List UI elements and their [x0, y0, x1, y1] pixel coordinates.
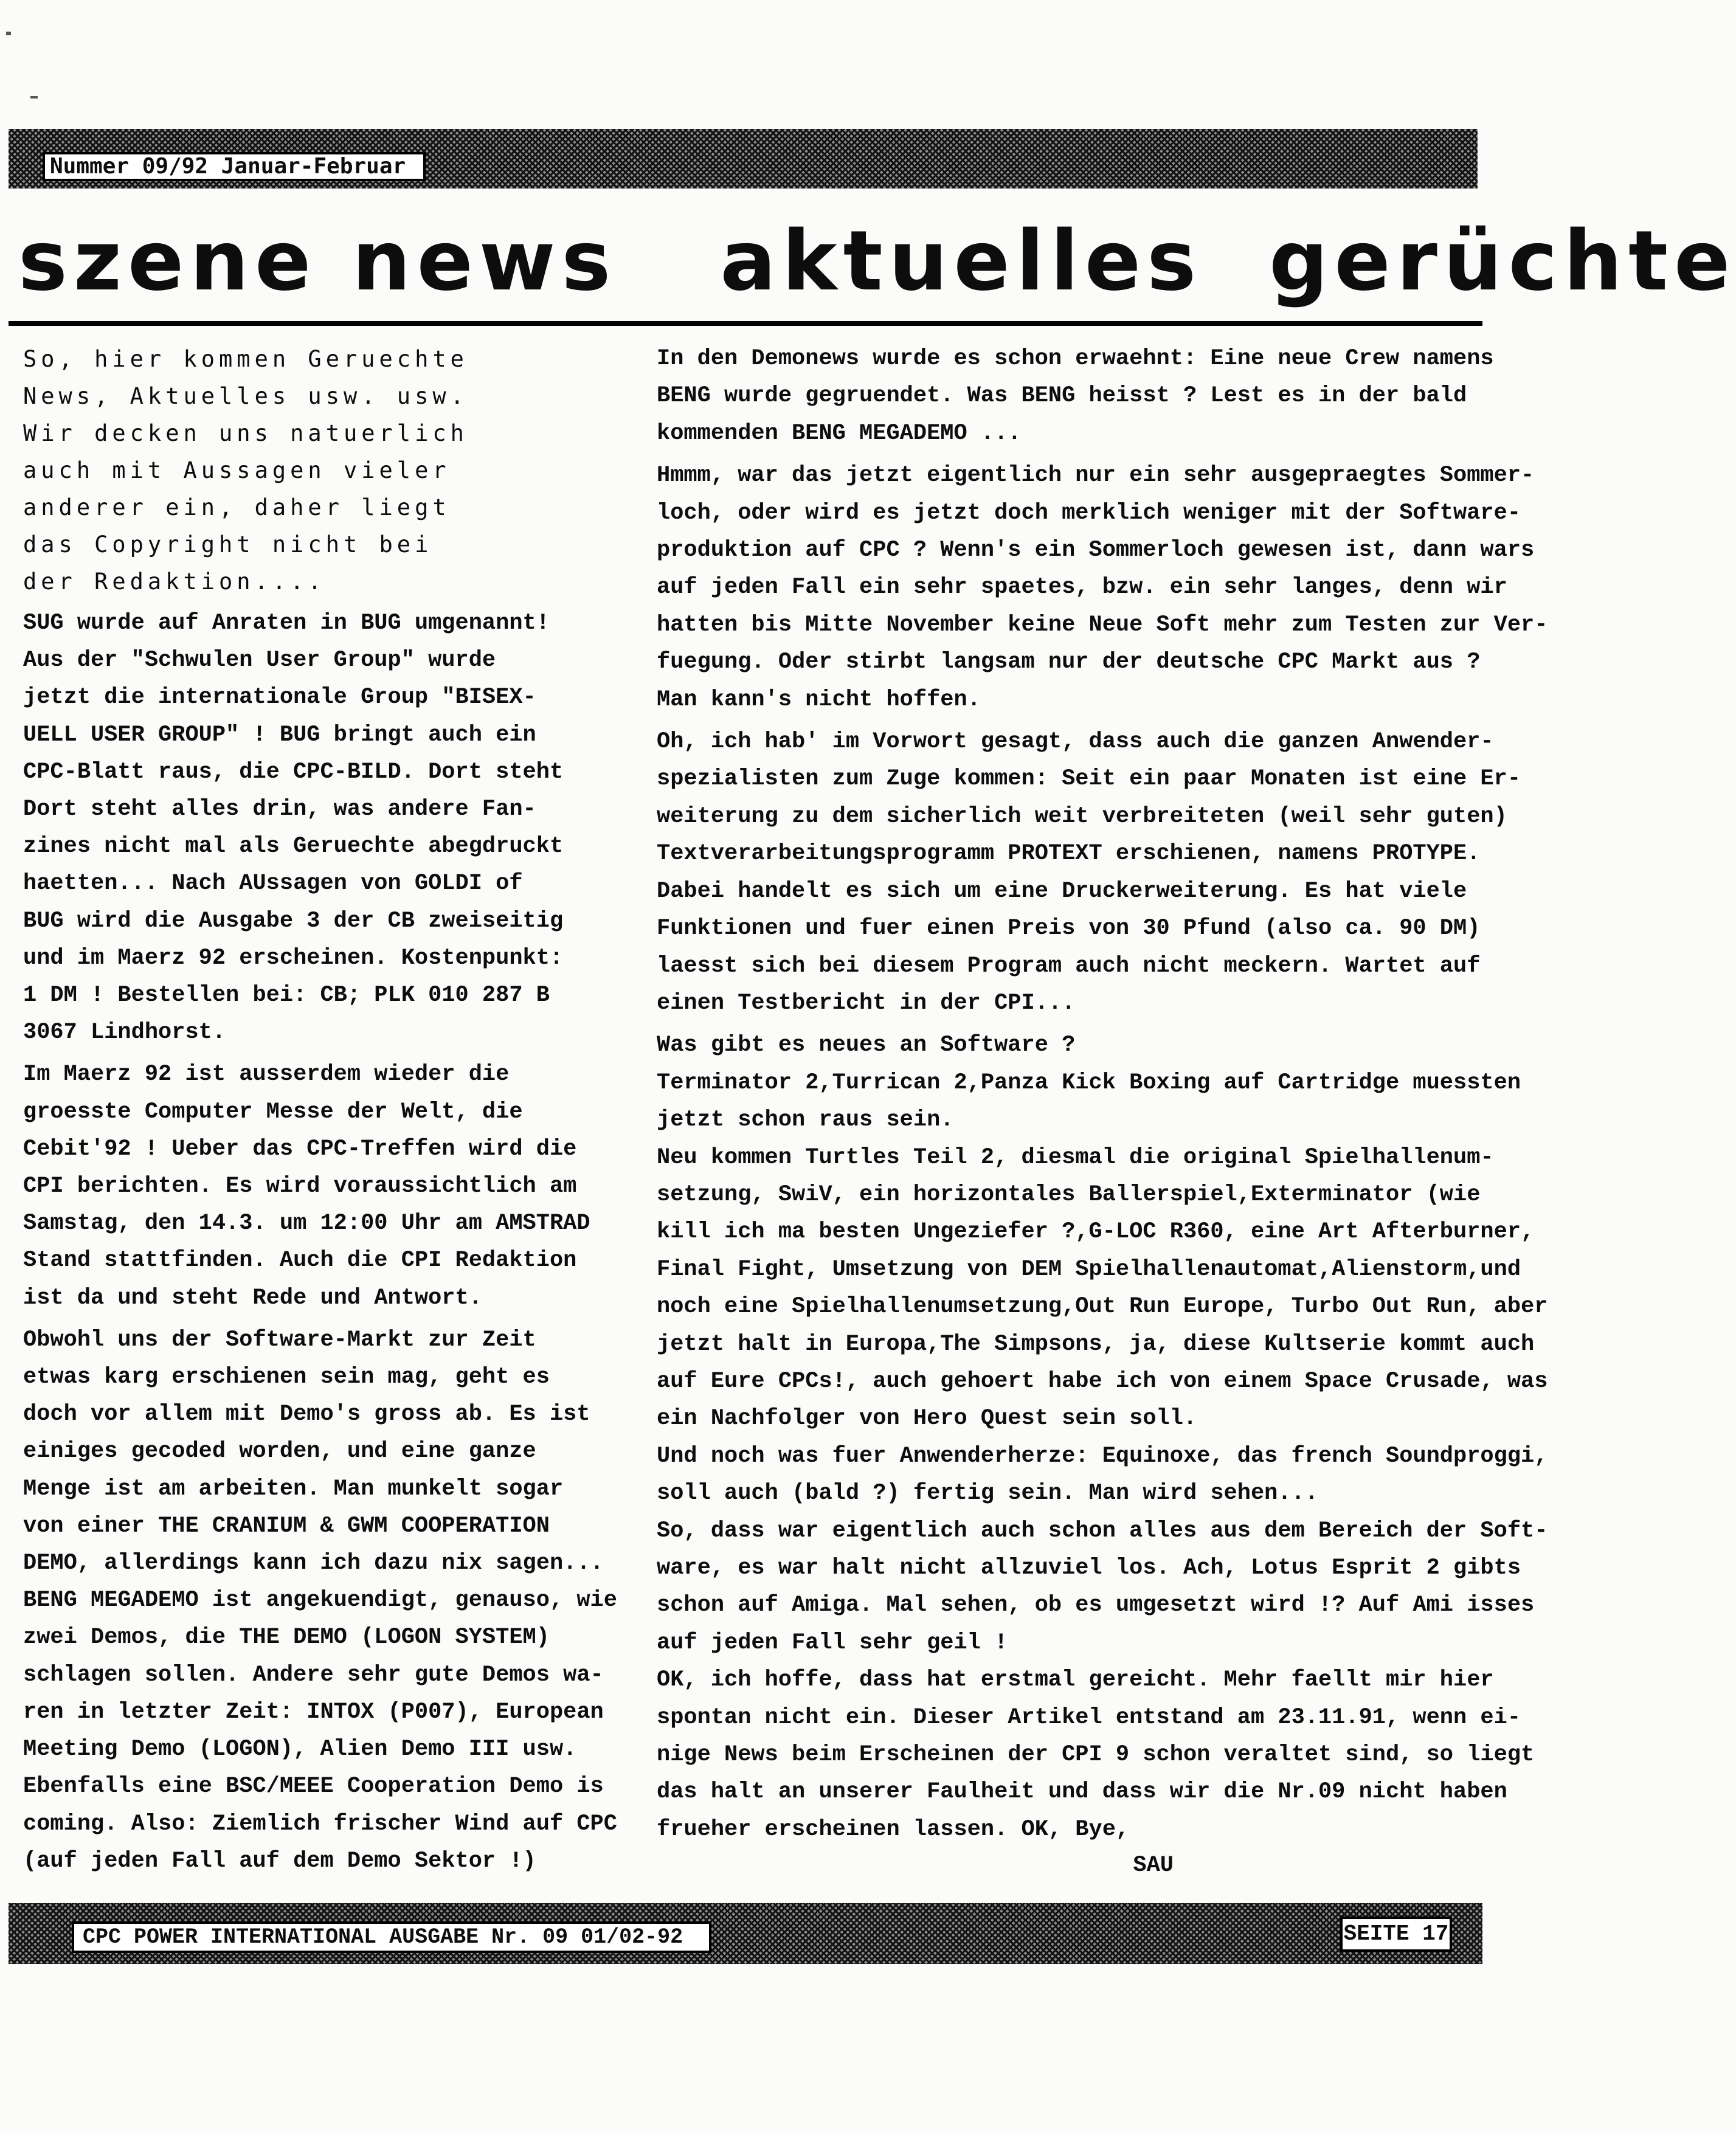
text-line: von einer THE CRANIUM & GWM COOPERATION — [23, 1513, 550, 1539]
footer-publication-label: CPC POWER INTERNATIONAL AUSGABE Nr. 09 01/02-92 — [72, 1921, 711, 1953]
text-line: SUG wurde auf Anraten in BUG umgenannt! — [23, 610, 550, 636]
text-line: ist da und steht Rede und Antwort. — [23, 1285, 482, 1311]
text-line: CPI berichten. Es wird voraussichtlich am — [23, 1174, 577, 1200]
text-line: der Redaktion.... — [23, 569, 326, 595]
text-line: Wir decken uns natuerlich — [23, 420, 468, 446]
text-line: Ebenfalls eine BSC/MEEE Cooperation Demo is — [23, 1774, 604, 1800]
text-line: produktion auf CPC ? Wenn's ein Sommerloch gewesen ist, dann wars — [657, 538, 1535, 564]
text-line: einiges gecoded worden, und eine ganze — [23, 1439, 536, 1465]
text-line: CPC-Blatt raus, die CPC-BILD. Dort steht — [23, 759, 564, 785]
text-line: ren in letzter Zeit: INTOX (P007), European — [23, 1699, 604, 1725]
text-line: groesste Computer Messe der Welt, die — [23, 1099, 523, 1125]
text-line: kill ich ma besten Ungeziefer ?,G-LOC R360, eine Art Afterburner, — [657, 1219, 1535, 1245]
text-line: Menge ist am arbeiten. Man munkelt sogar — [23, 1476, 564, 1502]
page-number: SEITE 17 — [1340, 1917, 1452, 1952]
text-line: Obwohl uns der Software-Markt zur Zeit — [23, 1327, 536, 1353]
text-line: 1 DM ! Bestellen bei: CB; PLK 010 287 B — [23, 983, 550, 1009]
text-line: Funktionen und fuer einen Preis von 30 Pfund (also ca. 90 DM) — [657, 916, 1481, 942]
text-line: das halt an unserer Faulheit und dass wir die Nr.09 nicht haben — [657, 1779, 1507, 1805]
text-line: DEMO, allerdings kann ich dazu nix sagen... — [23, 1550, 604, 1577]
text-line: Stand stattfinden. Auch die CPI Redaktion — [23, 1248, 577, 1274]
text-line: laesst sich bei diesem Program auch nicht meckern. Wartet auf — [657, 953, 1481, 979]
text-line: Und noch was fuer Anwenderherze: Equinoxe, das french Soundproggi, — [657, 1443, 1548, 1469]
article-paragraph — [657, 724, 1521, 1022]
article-paragraph — [23, 1322, 632, 1880]
text-line: Man kann's nicht hoffen. — [657, 686, 981, 713]
text-line: BENG wurde gegruendet. Was BENG heisst ? Lest es in der bald — [657, 383, 1467, 409]
text-line: Cebit'92 ! Ueber das CPC-Treffen wird die — [23, 1136, 577, 1162]
text-line: Textverarbeitungsprogramm PROTEXT erschienen, namens PROTYPE. — [657, 841, 1481, 867]
right-column — [657, 341, 1548, 1890]
text-line: BENG MEGADEMO ist angekuendigt, genauso, wie — [23, 1588, 617, 1614]
text-line: Terminator 2,Turrican 2,Panza Kick Boxing auf Cartridge muessten — [657, 1070, 1521, 1096]
text-line: Final Fight, Umsetzung von DEM Spielhallenautomat,Alienstorm,und — [657, 1256, 1521, 1282]
text-line: Dort steht alles drin, was andere Fan- — [23, 797, 536, 823]
text-line: So, dass war eigentlich auch schon alles aus dem Bereich der Soft- — [657, 1518, 1548, 1544]
text-line: fuegung. Oder stirbt langsam nur der deutsche CPC Markt aus ? — [657, 649, 1481, 676]
text-line: OK, ich hoffe, dass hat erstmal gereicht. Mehr faellt mir hier — [657, 1667, 1494, 1693]
text-line: setzung, SwiV, ein horizontales Ballerspiel,Exterminator (wie — [657, 1181, 1481, 1208]
text-line: Neu kommen Turtles Teil 2, diesmal die original Spielhallenum- — [657, 1144, 1494, 1170]
text-line: noch eine Spielhallenumsetzung,Out Run Europe, Turbo Out Run, aber — [657, 1294, 1548, 1320]
article-paragraph — [23, 1056, 632, 1316]
left-column — [23, 341, 632, 1885]
text-line: anderer ein, daher liegt — [23, 494, 451, 520]
issue-label: Nummer 09/92 Januar-Februar — [43, 152, 426, 181]
article-paragraph — [657, 457, 1548, 719]
text-line: jetzt halt in Europa,The Simpsons, ja, diese Kultserie kommt auch — [657, 1331, 1535, 1357]
text-line: ware, es war halt nicht allzuviel los. Ach, Lotus Esprit 2 gibts — [657, 1555, 1521, 1581]
text-line: jetzt die internationale Group "BISEX- — [23, 685, 536, 711]
text-line: etwas karg erschienen sein mag, geht es — [23, 1364, 550, 1391]
page-headline — [18, 210, 1736, 313]
text-line: weiterung zu dem sicherlich weit verbreiteten (weil sehr guten) — [657, 803, 1507, 829]
text-line: News, Aktuelles usw. usw. — [23, 383, 468, 409]
text-line: und im Maerz 92 erscheinen. Kostenpunkt: — [23, 945, 564, 971]
headline-part: gerüchte — [1269, 213, 1736, 309]
text-line: nige News beim Erscheinen der CPI 9 schon veraltet sind, so liegt — [657, 1742, 1535, 1768]
text-line: zines nicht mal als Geruechte abegdruckt — [23, 834, 564, 860]
text-line: auf Eure CPCs!, auch gehoert habe ich von einem Space Crusade, was — [657, 1368, 1548, 1394]
text-line: Hmmm, war das jetzt eigentlich nur ein sehr ausgepraegtes Sommer- — [657, 463, 1535, 489]
article-paragraph — [657, 341, 1494, 452]
article-paragraph — [657, 1027, 1548, 1884]
text-line: auf jeden Fall sehr geil ! — [657, 1630, 1008, 1656]
text-line: haetten... Nach AUssagen von GOLDI of — [23, 871, 523, 897]
text-line: BUG wird die Ausgabe 3 der CB zweiseitig — [23, 908, 564, 934]
text-line: Samstag, den 14.3. um 12:00 Uhr am AMSTRAD — [23, 1211, 590, 1237]
scan-speck — [6, 32, 11, 35]
text-line: kommenden BENG MEGADEMO ... — [657, 420, 1022, 446]
text-line: 3067 Lindhorst. — [23, 1020, 226, 1046]
text-line: Meeting Demo (LOGON), Alien Demo III usw. — [23, 1737, 577, 1763]
text-line: coming. Also: Ziemlich frischer Wind auf CPC — [23, 1811, 617, 1837]
signature: SAU — [1133, 1853, 1174, 1879]
text-line: Oh, ich hab' im Vorwort gesagt, dass auch die ganzen Anwender- — [657, 729, 1494, 755]
text-line: auf jeden Fall ein sehr spaetes, bzw. ein sehr langes, denn wir — [657, 575, 1507, 601]
text-line: frueher erscheinen lassen. OK, Bye, — [657, 1816, 1130, 1842]
headline-rule — [9, 321, 1482, 326]
text-line: zwei Demos, die THE DEMO (LOGON SYSTEM) — [23, 1625, 550, 1651]
text-line: jetzt schon raus sein. — [657, 1107, 954, 1133]
text-line: hatten bis Mitte November keine Neue Soft mehr zum Testen zur Ver- — [657, 612, 1548, 638]
text-line: Was gibt es neues an Software ? — [657, 1032, 1076, 1059]
text-line: ein Nachfolger von Hero Quest sein soll. — [657, 1406, 1197, 1432]
text-line: auch mit Aussagen vieler — [23, 457, 451, 483]
text-line: In den Demonews wurde es schon erwaehnt: Eine neue Crew namens — [657, 346, 1494, 372]
text-line: doch vor allem mit Demo's gross ab. Es ist — [23, 1402, 590, 1428]
text-line: schlagen sollen. Andere sehr gute Demos wa- — [23, 1662, 604, 1688]
text-line: schon auf Amiga. Mal sehen, ob es umgesetzt wird !? Auf Ami isses — [657, 1592, 1535, 1619]
text-line: spezialisten zum Zuge kommen: Seit ein paar Monaten ist eine Er- — [657, 766, 1521, 792]
intro-text — [23, 341, 632, 600]
text-line: einen Testbericht in der CPI... — [657, 990, 1076, 1016]
text-line: das Copyright nicht bei — [23, 531, 433, 558]
text-line: soll auch (bald ?) fertig sein. Man wird sehen... — [657, 1481, 1318, 1507]
text-line: Im Maerz 92 ist ausserdem wieder die — [23, 1062, 510, 1088]
text-line: Aus der "Schwulen User Group" wurde — [23, 648, 496, 674]
text-line: Dabei handelt es sich um eine Druckerweiterung. Es hat viele — [657, 878, 1467, 904]
text-line: (auf jeden Fall auf dem Demo Sektor !) — [23, 1848, 536, 1874]
text-line: So, hier kommen Geruechte — [23, 346, 468, 372]
headline-part: aktuelles — [720, 213, 1203, 309]
headline-part: szene news — [18, 213, 617, 309]
text-line: spontan nicht ein. Dieser Artikel entstand am 23.11.91, wenn ei- — [657, 1704, 1521, 1730]
text-line: loch, oder wird es jetzt doch merklich weniger mit der Software- — [657, 500, 1521, 526]
article-paragraph — [23, 605, 632, 1051]
text-line: UELL USER GROUP" ! BUG bringt auch ein — [23, 722, 536, 748]
scan-speck — [30, 96, 38, 99]
